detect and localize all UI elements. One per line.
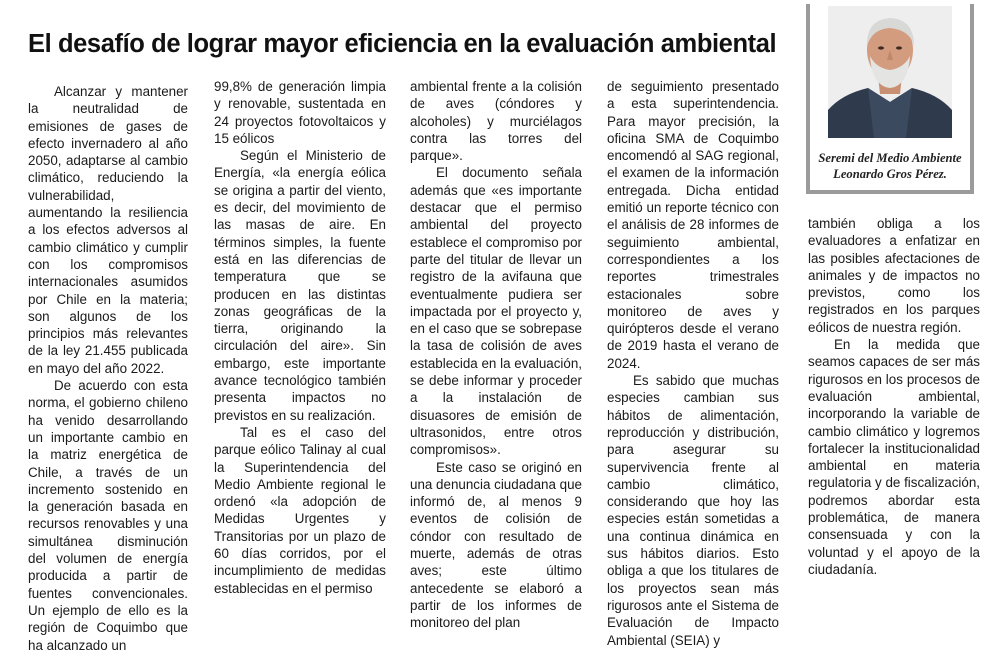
author-photo-box <box>806 4 974 194</box>
paragraph: En la medida que seamos capaces de ser más rigurosos en los procesos de evaluación ambiental, incorporando la variable de cambio climático y logremos fortalecer la institucionalidad ambiental en materia regulatoria y de fiscalización, podremos abordar esta problemática, de manera consensuada y con la voluntad y el apoyo de la ciudadanía. <box>808 337 980 577</box>
paragraph: De acuerdo con esta norma, el gobierno chileno ha venido desarrollando un importante cambio en la matriz energética de Chile, a través de un incremento sostenido en la generación basada en recursos renovables y una simultánea disminución del volumen de energía producida a partir de fuentes convencionales. Un ejemplo de ello es la región de Coquimbo que ha alcanzado un <box>28 378 188 653</box>
article-column-1 <box>28 83 188 653</box>
article-column-5 <box>808 215 980 577</box>
article-headline: El desafío de lograr mayor eficiencia en la evaluación ambiental <box>28 30 777 58</box>
caption-line: Seremi del Medio Ambiente <box>818 151 962 165</box>
paragraph: Según el Ministerio de Energía, «la energía eólica se origina a partir del viento, es decir, del movimiento de las masas de aire. En términos simples, la fuente está en las diferencias de temperatura que se producen en las distintas zonas geográficas de la tierra, originando la circulación del aire». Sin embargo, este importante avance tecnológico también presenta impactos no previstos en su realización. <box>214 148 386 423</box>
photo-caption <box>810 150 970 182</box>
article-column-4 <box>607 78 779 648</box>
paragraph: ambiental frente a la colisión de aves (cóndores y alcoholes) y murciélagos contra las torres del parque». <box>410 79 582 164</box>
paragraph: también obliga a los evaluadores a enfatizar en las posibles afectaciones de animales y de impactos no previstos, como los registrados en los parques eólicos de nuestra región. <box>808 216 980 335</box>
paragraph: Alcanzar y mantener la neutralidad de emisiones de gases de efecto invernadero al año 2050, adaptarse al cambio climático, reduciendo la vulnerabilidad, aumentando la resiliencia a los efectos adversos al cambio climático y cumplir con los compromisos internacionales asumidos por Chile en la materia; son algunos de los principios más relevantes de la ley 21.455 publicada en mayo del año 2022. <box>28 84 188 376</box>
paragraph: 99,8% de generación limpia y renovable, sustentada en 24 proyectos fotovoltaicos y 15 eólicos <box>214 79 386 146</box>
caption-line: Leonardo Gros Pérez. <box>833 167 947 181</box>
paragraph: Este caso se originó en una denuncia ciudadana que informó de, al menos 9 eventos de colisión de cóndor con resultado de muerte, además de otras aves; este último antecedente se elaboró a partir de los informes de monitoreo del plan <box>410 459 582 631</box>
paragraph: Tal es el caso del parque eólico Talinay al cual la Superintendencia del Medio Ambiente regional le ordenó «la adopción de Medidas Urgentes y Transitorias por un plazo de 60 días corridos, por el incumplimiento de medidas establecidas en el permiso <box>214 424 386 596</box>
paragraph: Es sabido que muchas especies cambian sus hábitos de alimentación, reproducción y distribución, para asegurar su supervivencia frente al cambio climático, considerando que hoy las especies están sometidas a una continua dinámica en sus hábitos diarios. Esto obliga a que los titulares de los proyectos sean más rigurosos ante el Sistema de Evaluación de Impacto Ambiental (SEIA) y <box>607 373 779 648</box>
article-column-2 <box>214 78 386 596</box>
author-photo <box>828 6 952 138</box>
portrait-image <box>828 6 952 138</box>
article-column-3 <box>410 78 582 631</box>
paragraph: de seguimiento presentado a esta superintendencia. Para mayor precisión, la oficina SMA de Coquimbo encomendó al SAG regional, el examen de la información entregada. Dicha entidad emitió un reporte técnico con el análisis de 28 informes de seguimiento ambiental, correspondientes a los reportes trimestrales estacionales sobre monitoreo de aves y quirópteros desde el verano de 2019 hasta el verano de 2024. <box>607 79 779 371</box>
paragraph: El documento señala además que «es importante destacar que el permiso ambiental del proyecto establece el compromiso por parte del titular de llevar un registro de la avifauna que eventualmente pudiera ser impactada por el proyecto y, en el caso que se sobrepase la tasa de colisión de aves establecida en la evaluación, se debe informar y proceder a la instalación de disuasores de emisión de ultrasonidos, entre otros compromisos». <box>410 165 582 458</box>
